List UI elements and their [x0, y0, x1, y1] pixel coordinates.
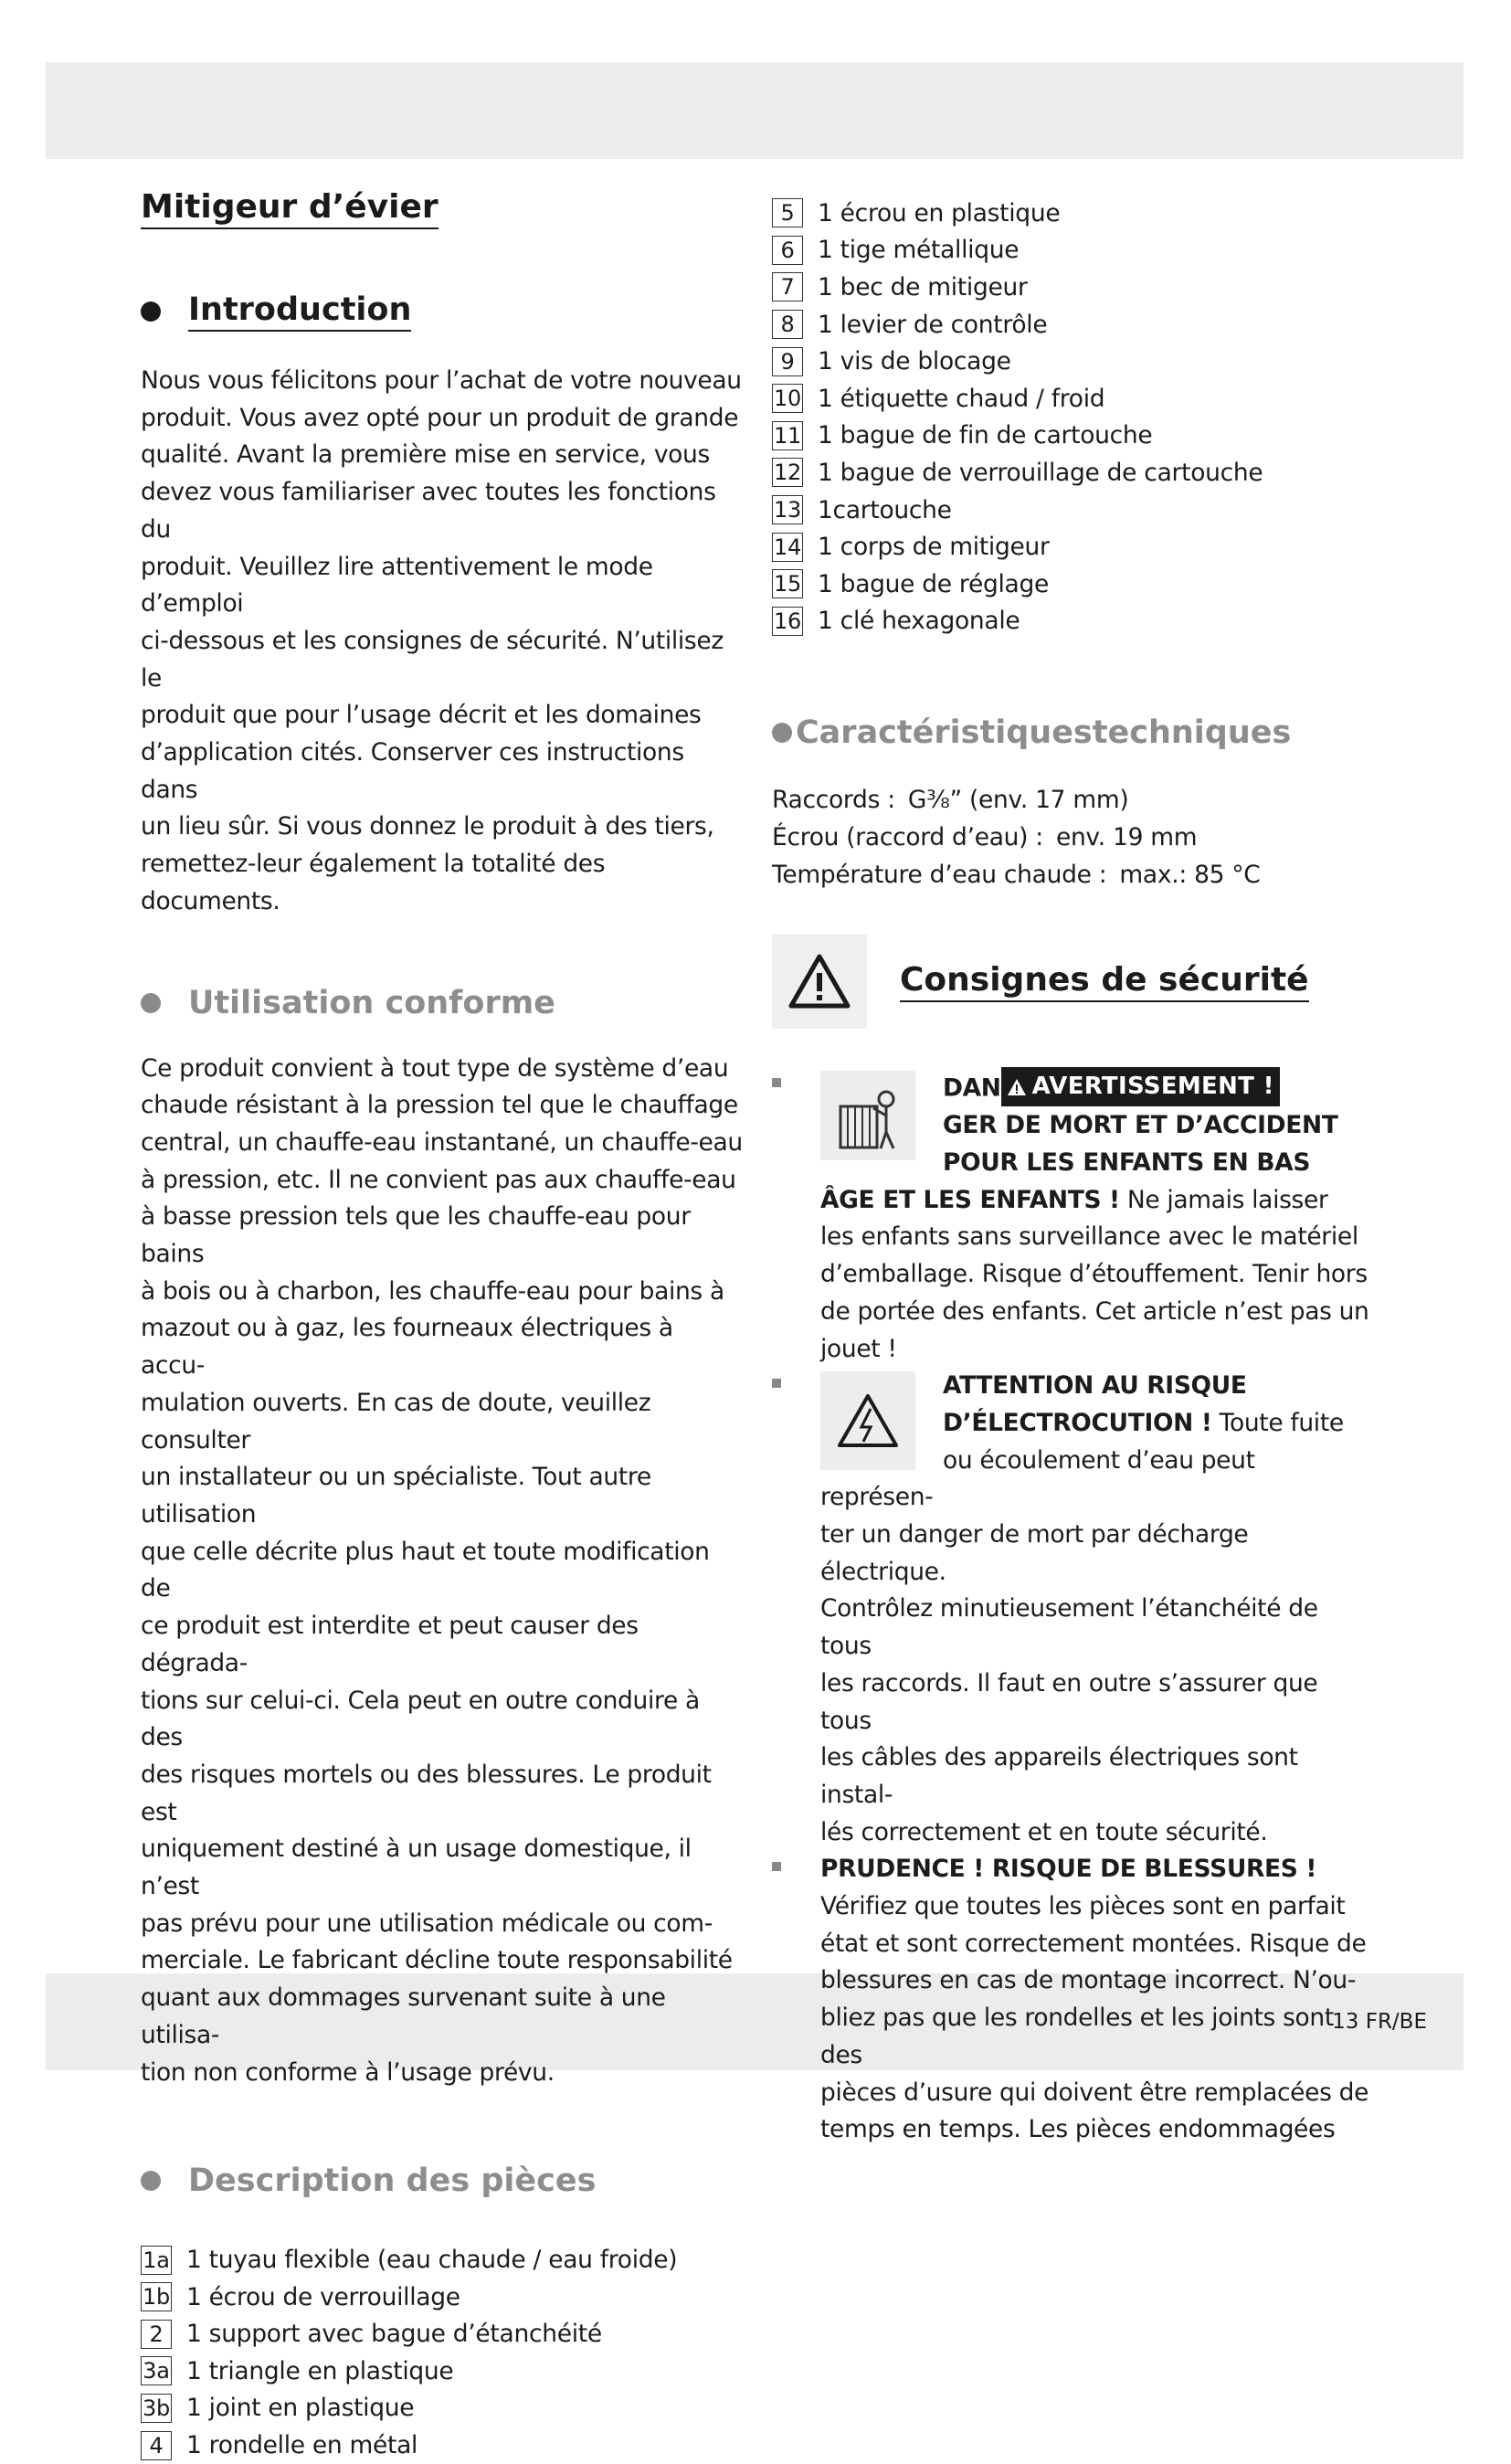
bullet-dot-icon [141, 301, 161, 322]
list-item: 13 1cartouche [772, 492, 1375, 529]
list-item: 4 1 rondelle en métal [141, 2427, 744, 2464]
list-item: 3a 1 triangle en plastique [141, 2353, 744, 2390]
list-item: 3b 1 joint en plastique [141, 2390, 744, 2427]
page-number: 13 FR/BE [1332, 2010, 1427, 2034]
product-title: Mitigeur d’évier [141, 188, 439, 229]
electric-hazard-icon [820, 1371, 915, 1470]
parts-list-left [141, 2241, 744, 2464]
list-item: 7 1 bec de mitigeur [772, 269, 1375, 306]
spec-row: Température d’eau chaude : max.: 85 °C [772, 860, 1261, 889]
left-column [141, 174, 744, 2464]
bullet-square-icon [772, 1379, 781, 1388]
safety-warning-electrocution: ATTENTION AU RISQUE D’ÉLECTROCUTION ! Toute fuite ou écoulement d’eau peut représen- ter un danger de mort par décharge électrique. Contrôlez minutieusement l’étanchéité de tous les raccords. Il faut en outre s’assurer que tous les câbles des appareils électriques sont instal- lés correctement et en toute sécurité. [772, 1368, 1375, 1851]
list-item: 10 1 étiquette chaud / froid [772, 380, 1375, 418]
child-danger-icon [820, 1071, 915, 1160]
parts-list-right [772, 195, 1375, 640]
safety-heading: Consignes de sécurité [772, 934, 1375, 1029]
list-item: 5 1 écrou en plastique [772, 195, 1375, 232]
spec-row: Raccords : G⅜” (env. 17 mm) [772, 786, 1129, 815]
introduction-heading: Introduction [141, 291, 744, 332]
list-item: 6 1 tige métallique [772, 232, 1375, 270]
header-band [46, 62, 1463, 159]
safety-warning-children: DAN AVERTISSEMENT ! GER DE MORT ET D’ACCIDENT POUR LES ENFANTS EN BAS ÂGE ET LES ENFANTS ! Ne jamais laisser les enfants sans surveillance avec le matériel d’emballage. Risque d’étouffement. Tenir hors de portée des enfants. Cet article n’est pas un jouet ! [772, 1067, 1375, 1368]
safety-warning-injury: PRUDENCE ! RISQUE DE BLESSURES ! Vérifiez que toutes les pièces sont en parfait état et sont correctement montées. Risque de blessures en cas de montage incorrect. N’ou- bliez pas que les rondelles et les joints sont des pièces d’usure qui doivent être remplacées de temps en temps. Les pièces endommagées [772, 1851, 1375, 2149]
bullet-square-icon [772, 1078, 781, 1087]
spec-row: Écrou (raccord d’eau) : env. 19 mm [772, 822, 1198, 851]
list-item: 12 1 bague de verrouillage de cartouche [772, 454, 1375, 492]
bullet-square-icon [772, 1862, 781, 1871]
list-item: 1a 1 tuyau flexible (eau chaude / eau froide) [141, 2241, 744, 2279]
list-item: 2 1 support avec bague d’étanchéité [141, 2315, 744, 2353]
introduction-text: Nous vous félicitons pour l’achat de votre nouveau produit. Vous avez opté pour un produit de grande qualité. Avant la première mise en service, vous devez vous familiariser avec toutes les fonctions du produit. Veuillez lire attentivement le mode d’emploi ci-dessous et les consignes de sécurité. N’utilisez le produit que pour l’usage décrit et les domaines d’application cités. Conserver ces instructions dans un lieu sûr. Si vous donnez le produit à des tiers, remettez-leur également la totalité des documents. [141, 366, 742, 915]
warning-triangle-icon [772, 934, 867, 1029]
intended-use-heading: Utilisation conforme [141, 985, 744, 1021]
right-column [772, 195, 1375, 2149]
list-item: 15 1 bague de réglage [772, 566, 1375, 603]
list-item: 8 1 levier de contrôle [772, 306, 1375, 344]
list-item: 1b 1 écrou de verrouillage [141, 2279, 744, 2316]
bullet-dot-icon [141, 993, 161, 1013]
technical-specs [772, 782, 1375, 894]
bullet-dot-icon [772, 723, 792, 743]
bullet-dot-icon [141, 2171, 161, 2191]
parts-description-heading: Description des pièces [141, 2163, 744, 2199]
list-item: 14 1 corps de mitigeur [772, 528, 1375, 566]
intended-use-text: Ce produit convient à tout type de système d’eau chaude résistant à la pression tel que le chauffage central, un chauffe-eau instantané, un chauffe-eau à pression, etc. Il ne convient pas aux chauffe-eau à basse pression tels que les chauffe-eau pour bains à bois ou à charbon, les chauffe-eau pour bains à mazout ou à gaz, les fourneaux électriques à accu- mulation ouverts. En cas de doute, veuillez consulter un installateur ou un spécialiste. Tout autre utilisation que celle décrite plus haut et toute modification de ce produit est interdite et peut causer des dégrada- tions sur celui-ci. Cela peut en outre conduire à des des risques mortels ou des blessures. Le produit est uniquement destiné à un usage domestique, il n’est pas prévu pour une utilisation médicale ou com- merciale. Le fabricant décline toute responsabilité quant aux dommages survenant suite à une utilisa- tion non conforme à l’usage prévu. [141, 1053, 743, 2087]
list-item: 11 1 bague de fin de cartouche [772, 418, 1375, 455]
list-item: 9 1 vis de blocage [772, 343, 1375, 380]
list-item: 16 1 clé hexagonale [772, 603, 1375, 640]
warning-badge: AVERTISSEMENT ! [1001, 1067, 1280, 1106]
technical-specs-heading: Caractéristiquestechniques [772, 714, 1375, 751]
